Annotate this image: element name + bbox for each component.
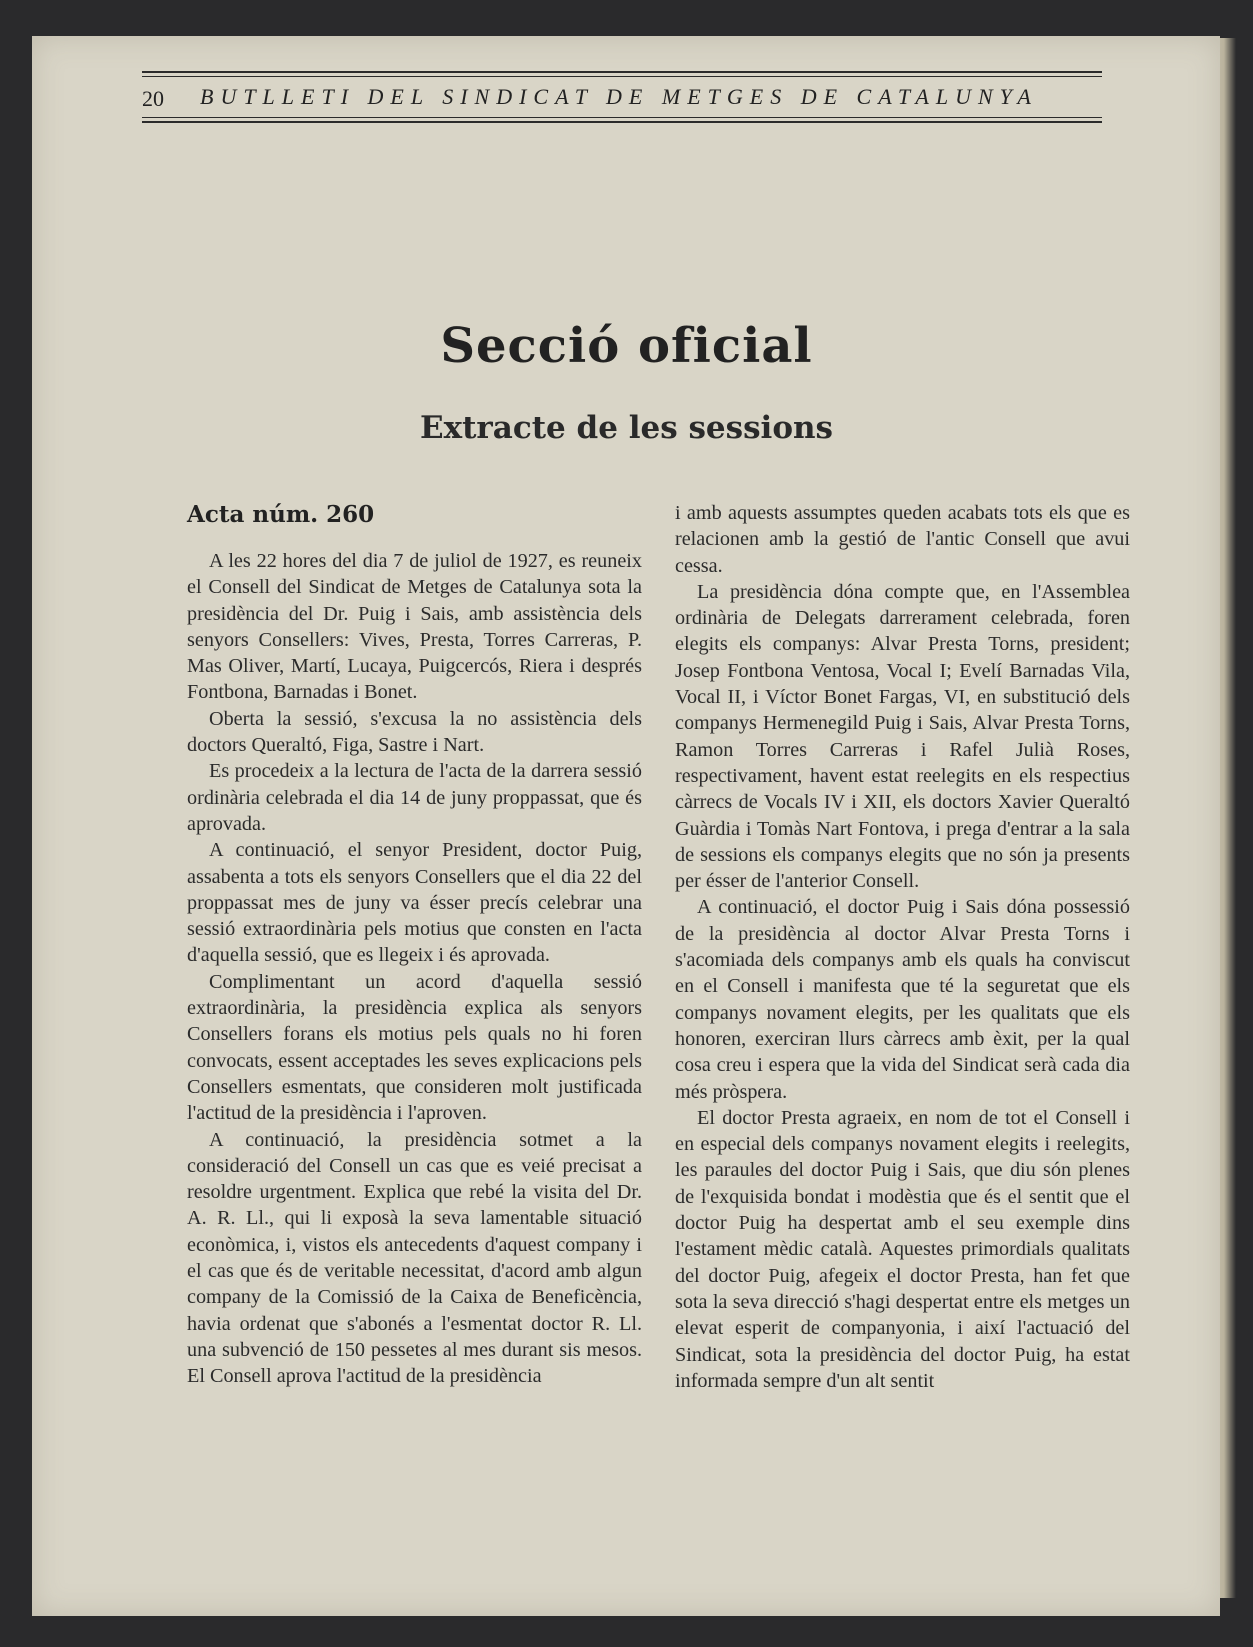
right-column bbox=[675, 500, 1130, 1394]
left-column bbox=[187, 500, 642, 1390]
paragraph: A continuació, el doctor Puig i Sais dóna possessió de la presidència al doctor Alvar Presta Torns i s'acomiada dels companys amb els quals ha conviscut en el Consell i manifesta que té la seguretat que els companys novament elegits, per les qualitats que els honoren, exerciran llurs càrrecs amb èxit, per la qual cosa creu i espera que la vida del Sindicat serà cada dia més pròspera. bbox=[675, 896, 1130, 1103]
header-row bbox=[142, 80, 1102, 114]
section-title: Secció oficial bbox=[440, 318, 813, 374]
header-rule-top bbox=[142, 71, 1102, 73]
act-heading: Acta núm. 260 bbox=[187, 501, 375, 528]
paragraph: i amb aquests assumptes queden acabats tots els que es relacionen amb la gestió de l'antic Consell que avui cessa. bbox=[675, 502, 1130, 577]
paragraph: Es procedeix a la lectura de l'acta de la darrera sessió ordinària celebrada el dia 14 de juny proppassat, que és aprovada. bbox=[187, 760, 642, 835]
paragraph: El doctor Presta agraeix, en nom de tot el Consell i en especial dels companys novament elegits i reelegits, les paraules del doctor Puig i Sais, que diu són plenes de l'exquisida bondat i modèstia que és el sentit que el doctor Puig ha despertat amb el seu exemple dins l'estament mèdic català. Aquestes primordials qualitats del doctor Puig, afegeix el doctor Presta, han fet que sota la seva direcció s'hagi despertat entre els metges un elevat esperit de companyonia, i així l'actuació del Sindicat, sota la presidència del doctor Puig, ha estat informada sempre d'un alt sentit bbox=[675, 1106, 1130, 1392]
paragraph: Oberta la sessió, s'excusa la no assistència dels doctors Queraltó, Figa, Sastre i Nart. bbox=[187, 707, 642, 757]
header-rule-top-thin bbox=[142, 76, 1102, 77]
paragraph: A continuació, la presidència sotmet a la consideració del Consell un cas que es veié precisat a resoldre urgentment. Explica que rebé la visita del Dr. A. R. Ll., qui li exposà la seva lamentable situació econòmica, i, vistos els antecedents d'aquest company i el cas que és de veritable necessitat, d'acord amb algun company de la Comissió de la Caixa de Beneficència, havia ordenat que s'abonés a l'esmentat doctor R. Ll. una subvenció de 150 pessetes al mes durant sis mesos. El Consell aprova l'actitud de la presidència bbox=[187, 1128, 642, 1388]
running-header bbox=[142, 68, 1102, 126]
journal-title: BUTLLETI DEL SINDICAT DE METGES DE CATALUNYA bbox=[200, 84, 1038, 109]
section-subtitle: Extracte de les sessions bbox=[419, 410, 834, 446]
paragraph: La presidència dóna compte que, en l'Assemblea ordinària de Delegats darrerament celebrada, foren elegits els companys: Alvar Presta Torns, president; Josep Fontbona Ventosa, Vocal I; Evelí Barnadas Vila, Vocal II, i Víctor Bonet Fargas, VI, en substitució dels companys Hermenegild Puig i Sais, Alvar Presta Torns, Ramon Torres Carreras i Rafel Julià Roses, respectivament, havent estat reelegits en els respectius càrrecs de Vocals IV i XII, els doctors Xavier Queraltó Guàrdia i Tomàs Nart Fontova, i prega d'entrar a la sala de sessions els companys elegits que no són ja presents per ésser de l'anterior Consell. bbox=[675, 580, 1130, 893]
header-rule-bottom-thin bbox=[142, 117, 1102, 118]
paragraph: A les 22 hores del dia 7 de juliol de 1927, es reuneix el Consell del Sindicat de Metges de Catalunya sota la presidència del Dr. Puig i Sais, amb assistència dels senyors Consellers: Vives, Presta, Torres Carreras, P. Mas Oliver, Martí, Lucaya, Puigcercós, Riera i després Fontbona, Barnadas i Bonet. bbox=[187, 550, 642, 704]
page-number: 20 bbox=[142, 86, 164, 111]
paragraph: Complimentant un acord d'aquella sessió extraordinària, la presidència explica als senyors Consellers forans els motius pels quals no hi foren convocats, essent acceptades les seves explicacions pels Consellers esmentats, que consideren molt justificada l'actitud de la presidència i l'aproven. bbox=[187, 970, 642, 1125]
paragraph: A continuació, el senyor President, doctor Puig, assabenta a tots els senyors Consellers que el dia 22 del proppassat mes de juny va ésser precís celebrar una sessió extraordinària pels motius que consten en l'acta d'aquella sessió, que es llegeix i és aprovada. bbox=[187, 839, 642, 967]
header-rule-bottom bbox=[142, 121, 1102, 123]
